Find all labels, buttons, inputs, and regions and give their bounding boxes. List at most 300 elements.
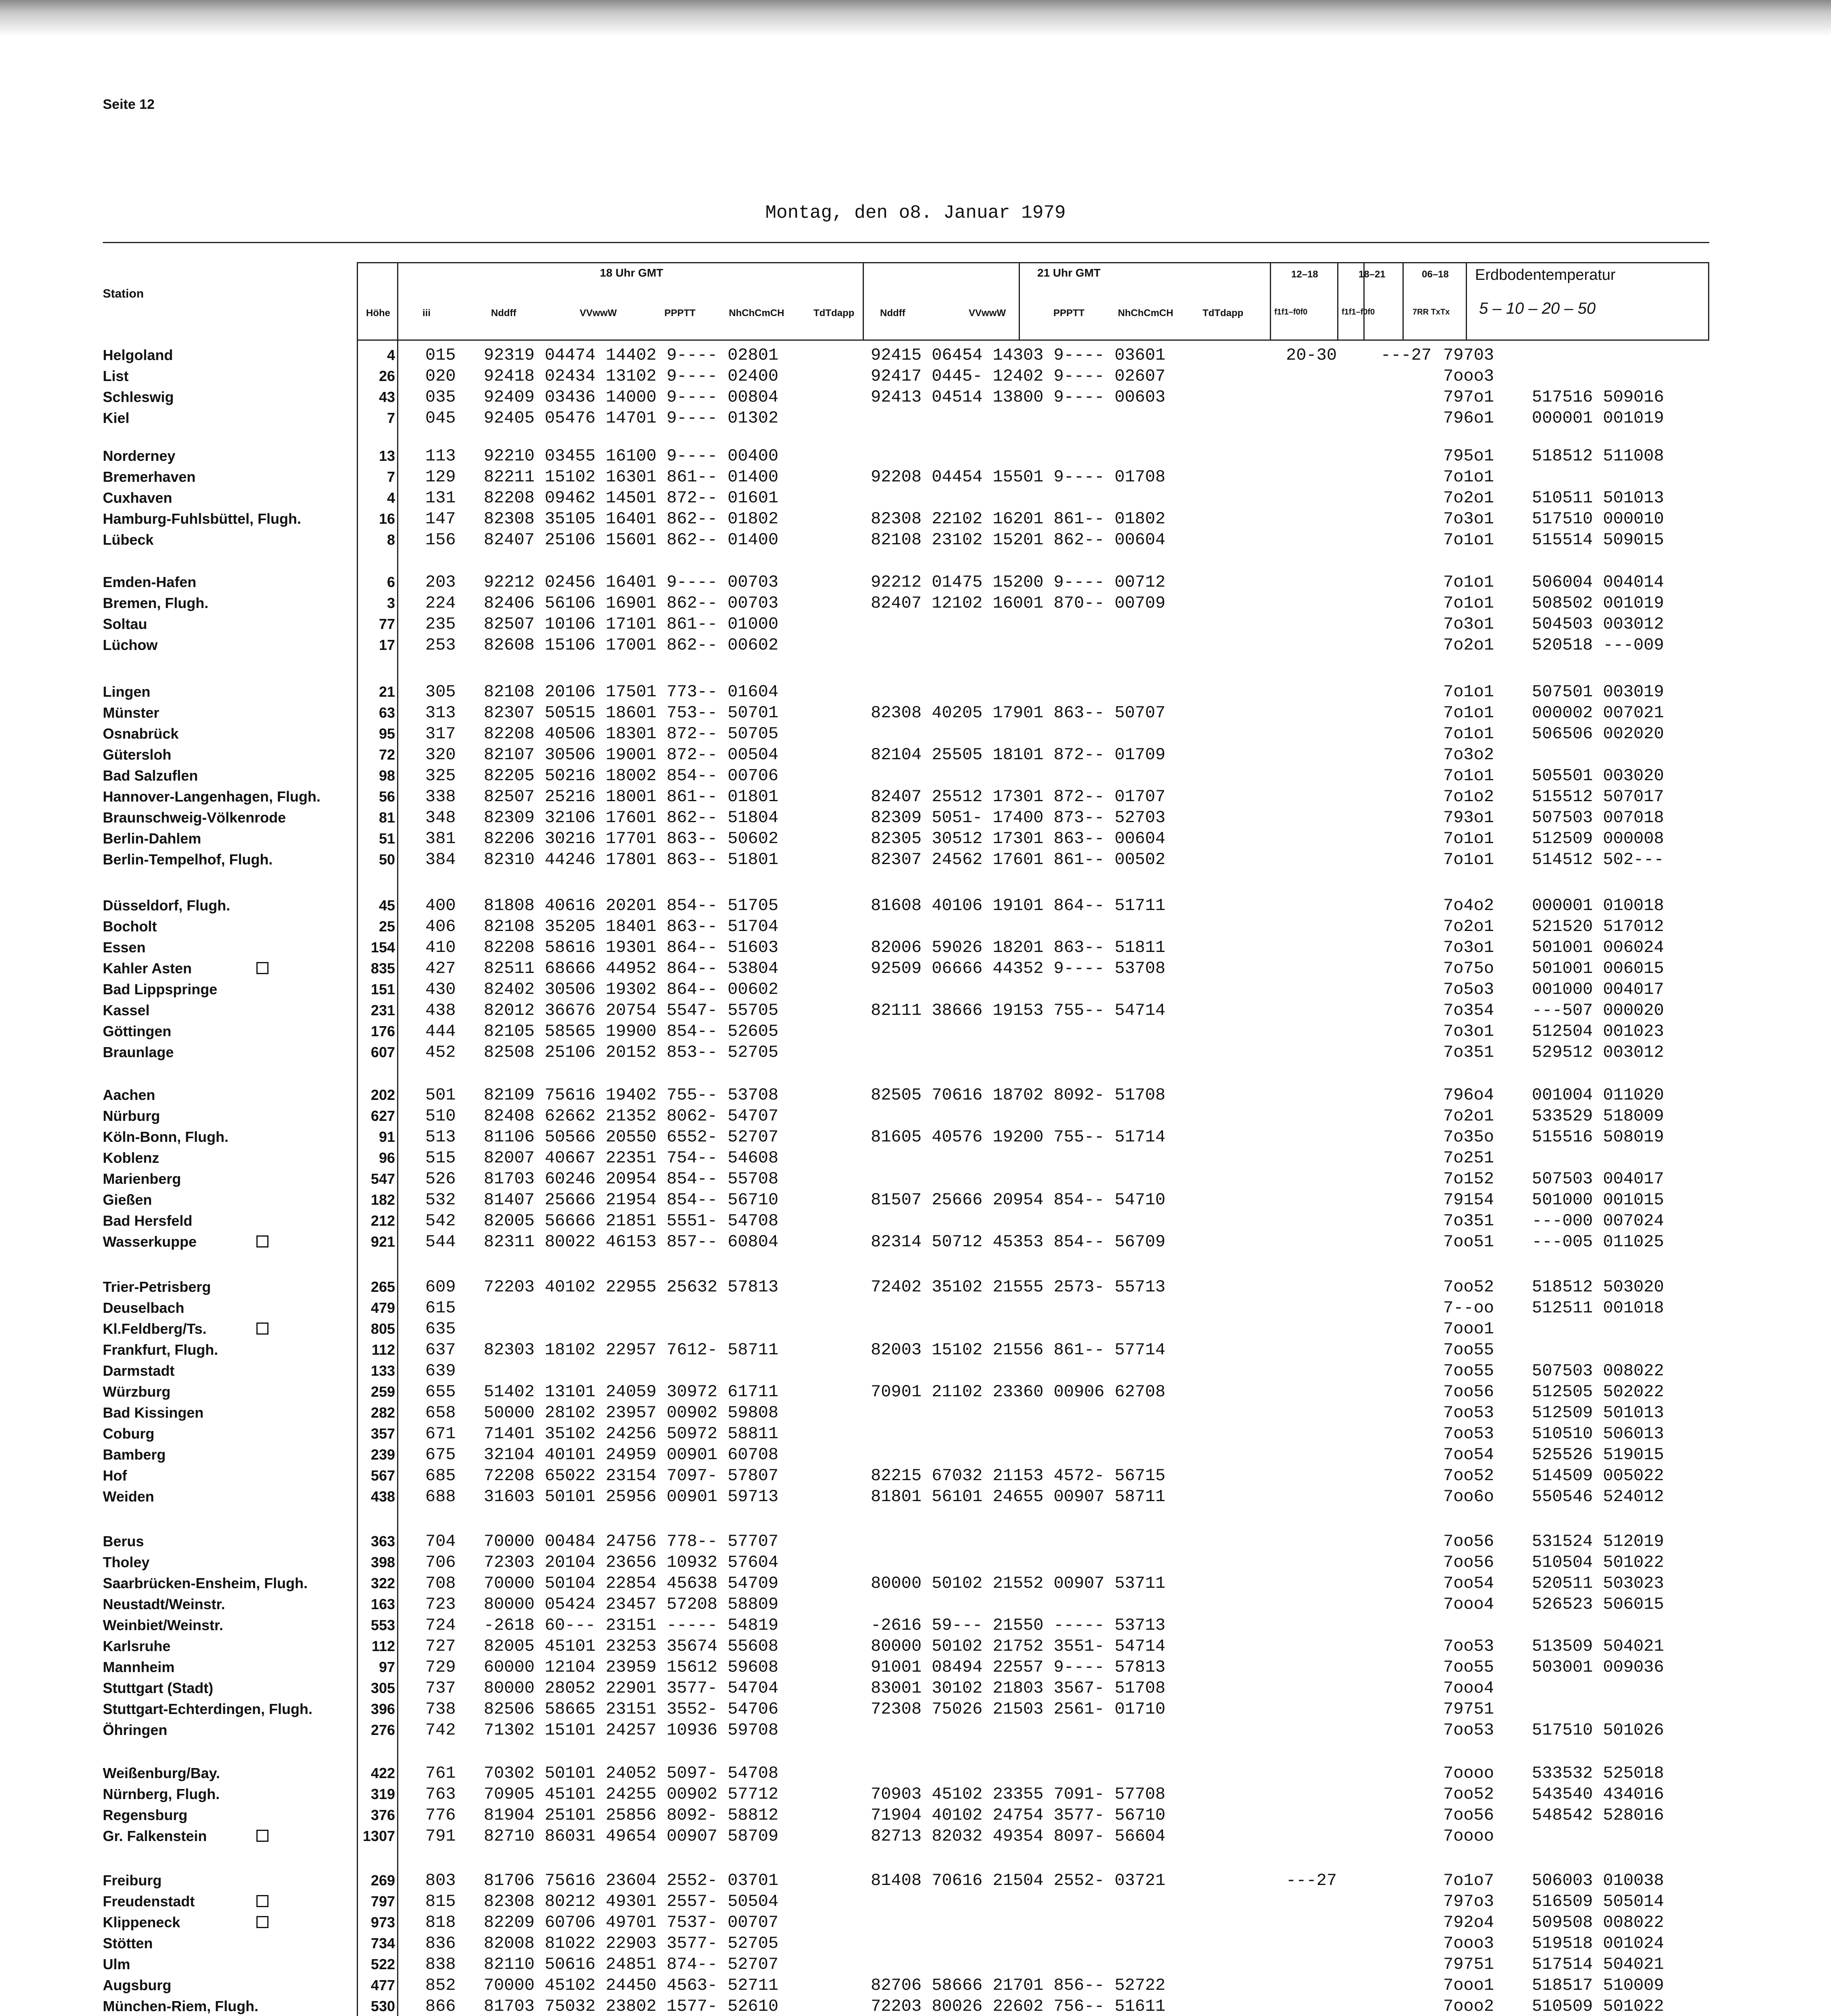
soil-temp: 001004 011020	[1532, 1085, 1664, 1105]
iii: 706	[425, 1553, 456, 1572]
obs-18: 81407 25666 21954 854-- 56710	[484, 1190, 778, 1210]
header-21-sub-1: VVwwW	[969, 308, 1006, 319]
header-col-a-label: 12–18	[1291, 269, 1318, 280]
station-height: 4	[387, 489, 395, 506]
obs-18: 82211 15102 16301 861-- 01400	[484, 467, 778, 487]
station-height: 16	[379, 510, 395, 527]
col-c: 7o1o1	[1443, 703, 1494, 723]
col-c: 7oo51	[1443, 1232, 1494, 1252]
table-row	[0, 1975, 1831, 1996]
iii: 532	[425, 1190, 456, 1210]
obs-21: 82308 40205 17901 863-- 50707	[871, 703, 1165, 723]
station-name: Freudenstadt	[103, 1893, 195, 1910]
soil-temp: 515512 507017	[1532, 787, 1664, 806]
station-height: 396	[370, 1701, 395, 1717]
col-c: 792o4	[1443, 1913, 1494, 1932]
station-height: 4	[387, 347, 395, 363]
obs-18: 81808 40616 20201 854-- 51705	[484, 896, 778, 915]
station-height: 398	[370, 1554, 395, 1570]
soil-temp: 510510 506013	[1532, 1424, 1664, 1443]
station-height: 95	[379, 725, 395, 742]
station-name: Tholey	[103, 1554, 150, 1570]
table-row	[0, 786, 1831, 807]
station-height: 212	[370, 1212, 395, 1229]
station-height: 239	[370, 1446, 395, 1463]
col-c: 7ooo4	[1443, 1679, 1494, 1698]
station-name: Mannheim	[103, 1659, 175, 1675]
header-iii: iii	[422, 308, 431, 319]
col-c: 7oo55	[1443, 1658, 1494, 1677]
obs-18: 81703 75032 23802 1577- 52610	[484, 1997, 778, 2016]
iii: 852	[425, 1976, 456, 1995]
col-c: 7o1o1	[1443, 829, 1494, 848]
station-height: 6	[387, 574, 395, 590]
table-row	[0, 937, 1831, 958]
scan-edge	[0, 0, 1831, 36]
station-height: 7	[387, 410, 395, 426]
obs-21: 70901 21102 23360 00906 62708	[871, 1382, 1165, 1402]
iii: 671	[425, 1424, 456, 1443]
soil-temp: 506004 004014	[1532, 573, 1664, 592]
station-name: List	[103, 368, 129, 384]
col-c: 7o5o3	[1443, 980, 1494, 999]
iii: 320	[425, 745, 456, 764]
soil-temp: ---005 011025	[1532, 1232, 1664, 1252]
soil-temp: 543540 434016	[1532, 1785, 1664, 1804]
soil-temp: 529512 003012	[1532, 1043, 1664, 1062]
col-c: 7o1o1	[1443, 594, 1494, 613]
table-row	[0, 387, 1831, 408]
col-c: 7ooo3	[1443, 1934, 1494, 1953]
header-col-b	[1337, 262, 1404, 341]
table-row	[0, 1297, 1831, 1318]
station-height: 269	[370, 1872, 395, 1889]
iii: 688	[425, 1487, 456, 1506]
station-name: Lübeck	[103, 531, 154, 548]
station-height: 607	[370, 1044, 395, 1060]
soil-temp: 501001 006024	[1532, 938, 1664, 957]
obs-18: 81106 50566 20550 6552- 52707	[484, 1127, 778, 1147]
station-height: 734	[370, 1935, 395, 1951]
table-row	[0, 1381, 1831, 1402]
station-height: 17	[379, 637, 395, 653]
table-row	[0, 345, 1831, 366]
obs-18: 82608 15106 17001 862-- 00602	[484, 635, 778, 655]
col-c: 7o2o1	[1443, 635, 1494, 655]
soil-temp: 512509 000008	[1532, 829, 1664, 848]
col-c: 7o75o	[1443, 959, 1494, 978]
soil-temp: 533529 518009	[1532, 1106, 1664, 1126]
col-a: 20-30	[1286, 346, 1337, 365]
soil-temp: 518512 511008	[1532, 446, 1664, 466]
iii: 708	[425, 1574, 456, 1593]
iii: 542	[425, 1211, 456, 1231]
soil-temp: 525526 519015	[1532, 1445, 1664, 1464]
header-col-a-sub: f1f1–f0f0	[1274, 308, 1308, 317]
header-col-c-label: 06–18	[1422, 269, 1449, 280]
header-21-uhr: 21 Uhr GMT	[1037, 267, 1101, 279]
iii: 129	[425, 467, 456, 487]
col-c: 7oooo	[1443, 1764, 1494, 1783]
station-name: Stuttgart-Echterdingen, Flugh.	[103, 1701, 312, 1717]
header-18-sub-4: TdTdapp	[814, 308, 855, 319]
square-icon	[256, 1916, 268, 1928]
station-name: Karlsruhe	[103, 1638, 171, 1654]
station-name: Köln-Bonn, Flugh.	[103, 1129, 229, 1145]
station-name: Bad Salzuflen	[103, 767, 198, 784]
col-c: 7o2o1	[1443, 1106, 1494, 1126]
col-c: 7oo53	[1443, 1403, 1494, 1422]
soil-temp: 531524 512019	[1532, 1532, 1664, 1551]
col-c: 7oo56	[1443, 1532, 1494, 1551]
station-height: 26	[379, 368, 395, 384]
obs-21: 72203 80026 22602 756-- 51611	[871, 1997, 1165, 2016]
col-c: 7o3o1	[1443, 509, 1494, 529]
col-c: 79703	[1443, 346, 1494, 365]
iii: 544	[425, 1232, 456, 1252]
iii: 253	[425, 635, 456, 655]
obs-18: 50000 28102 23957 00902 59808	[484, 1403, 778, 1422]
station-height: 202	[370, 1087, 395, 1103]
obs-18: 82308 80212 49301 2557- 50504	[484, 1892, 778, 1911]
obs-18: 82005 45101 23253 35674 55608	[484, 1637, 778, 1656]
station-height: 422	[370, 1765, 395, 1781]
station-name: Darmstadt	[103, 1362, 175, 1379]
iii: 224	[425, 594, 456, 613]
obs-18: 82005 56666 21851 5551- 54708	[484, 1211, 778, 1231]
table-row	[0, 572, 1831, 593]
title-rule	[103, 242, 1709, 243]
obs-21: 82713 82032 49354 8097- 56604	[871, 1826, 1165, 1846]
station-height: 112	[371, 1638, 395, 1654]
table-row	[0, 1000, 1831, 1021]
soil-temp: 510509 501022	[1532, 1997, 1664, 2016]
obs-18: 31603 50101 25956 00901 59713	[484, 1487, 778, 1506]
station-name: Braunlage	[103, 1044, 174, 1060]
square-icon	[256, 1235, 268, 1248]
table-row	[0, 1423, 1831, 1444]
table-row	[0, 1189, 1831, 1210]
iii: 526	[425, 1169, 456, 1189]
iii: 658	[425, 1403, 456, 1422]
col-c: 7o1o1	[1443, 467, 1494, 487]
soil-temp: 548542 528016	[1532, 1806, 1664, 1825]
station-name: Soltau	[103, 616, 148, 632]
obs-18: 82710 86031 49654 00907 58709	[484, 1826, 778, 1846]
col-c: 7oo55	[1443, 1361, 1494, 1381]
soil-temp: 508502 001019	[1532, 594, 1664, 613]
obs-21: 70903 45102 23355 7091- 57708	[871, 1785, 1165, 1804]
col-c: 793o1	[1443, 808, 1494, 827]
obs-21: 81408 70616 21504 2552- 03721	[871, 1871, 1165, 1890]
obs-21: 92415 06454 14303 9---- 03601	[871, 346, 1165, 365]
station-name: Marienberg	[103, 1170, 181, 1187]
station-height: 7	[387, 469, 395, 485]
obs-18: 82310 44246 17801 863-- 51801	[484, 850, 778, 869]
station-name: Essen	[103, 939, 146, 956]
iii: 615	[425, 1298, 456, 1318]
station-height: 479	[370, 1300, 395, 1316]
iii: 452	[425, 1043, 456, 1062]
table-row	[0, 1106, 1831, 1127]
iii: 235	[425, 614, 456, 634]
station-name: Berus	[103, 1533, 144, 1549]
station-name: Aachen	[103, 1087, 156, 1103]
obs-21: 92509 06666 44352 9---- 53708	[871, 959, 1165, 978]
station-name: Kl.Feldberg/Ts.	[103, 1320, 207, 1337]
iii: 803	[425, 1871, 456, 1890]
obs-21: 81608 40106 19101 864-- 51711	[871, 896, 1165, 915]
station-name: Braunschweig-Völkenrode	[103, 809, 286, 826]
obs-18: 71401 35102 24256 50972 58811	[484, 1424, 778, 1443]
col-c: 7o3o2	[1443, 745, 1494, 764]
obs-18: 92409 03436 14000 9---- 00804	[484, 387, 778, 407]
header-18-sub-2: PPPTT	[664, 308, 696, 319]
iii: 742	[425, 1720, 456, 1740]
col-c: 7o351	[1443, 1211, 1494, 1231]
header-18-uhr: 18 Uhr GMT	[600, 267, 664, 279]
table-row	[0, 828, 1831, 849]
col-c: 7o152	[1443, 1169, 1494, 1189]
table-row	[0, 1486, 1831, 1507]
soil-temp: 514512 502---	[1532, 850, 1664, 869]
station-height: 112	[371, 1341, 395, 1358]
obs-18: 70000 45102 24450 4563- 52711	[484, 1976, 778, 1995]
col-c: 7o1o7	[1443, 1871, 1494, 1890]
obs-18: 32104 40101 24959 00901 60708	[484, 1445, 778, 1464]
soil-temp: 515514 509015	[1532, 530, 1664, 550]
iii: 113	[425, 446, 456, 466]
obs-18: 82206 30216 17701 863-- 50602	[484, 829, 778, 848]
soil-temp: 517510 000010	[1532, 509, 1664, 529]
station-height: 182	[370, 1191, 395, 1208]
iii: 866	[425, 1997, 456, 2016]
table-row	[0, 1339, 1831, 1360]
obs-21: 81801 56101 24655 00907 58711	[871, 1487, 1165, 1506]
station-height: 72	[379, 746, 395, 763]
iii: 156	[425, 530, 456, 550]
obs-21: 82108 23102 15201 862-- 00604	[871, 530, 1165, 550]
station-name: Regensburg	[103, 1807, 188, 1823]
station-height: 627	[370, 1108, 395, 1124]
station-height: 805	[370, 1320, 395, 1337]
obs-18: 82109 75616 19402 755-- 53708	[484, 1085, 778, 1105]
station-name: Weiden	[103, 1488, 154, 1505]
col-c: 7o251	[1443, 1148, 1494, 1168]
station-height: 305	[370, 1680, 395, 1696]
soil-temp: 512505 502022	[1532, 1382, 1664, 1402]
station-name: Frankfurt, Flugh.	[103, 1341, 218, 1358]
header-18-sub-3: NhChCmCH	[729, 308, 784, 319]
obs-18: 82208 58616 19301 864-- 51603	[484, 938, 778, 957]
station-height: 45	[379, 897, 395, 914]
iii: 763	[425, 1785, 456, 1804]
soil-temp: 507503 008022	[1532, 1361, 1664, 1381]
obs-21: 80000 50102 21552 00907 53711	[871, 1574, 1165, 1593]
square-icon	[256, 962, 268, 974]
obs-21: 92417 0445- 12402 9---- 02607	[871, 367, 1165, 386]
iii: 427	[425, 959, 456, 978]
station-height: 231	[370, 1002, 395, 1018]
col-c: 7oo52	[1443, 1277, 1494, 1297]
station-name: Wasserkuppe	[103, 1233, 197, 1250]
station-height: 133	[370, 1362, 395, 1379]
station-name: Cuxhaven	[103, 489, 173, 506]
col-b: ---27	[1381, 346, 1432, 365]
table-row	[0, 1954, 1831, 1975]
station-height: 25	[379, 918, 395, 935]
iii: 635	[425, 1319, 456, 1339]
table-row	[0, 1933, 1831, 1954]
obs-21: 81507 25666 20954 854-- 54710	[871, 1190, 1165, 1210]
table-row	[0, 1763, 1831, 1784]
header-col-b-sub: f1f1–f0f0	[1342, 308, 1375, 317]
table-row	[0, 1042, 1831, 1063]
iii: 035	[425, 387, 456, 407]
obs-18: 82402 30506 19302 864-- 00602	[484, 980, 778, 999]
obs-18: 82108 35205 18401 863-- 51704	[484, 917, 778, 936]
obs-18: 92210 03455 16100 9---- 00400	[484, 446, 778, 466]
col-c: 7--oo	[1443, 1298, 1494, 1318]
iii: 384	[425, 850, 456, 869]
table-row	[0, 681, 1831, 702]
table-row	[0, 1168, 1831, 1189]
iii: 501	[425, 1085, 456, 1105]
obs-18: 60000 12104 23959 15612 59608	[484, 1658, 778, 1677]
soil-temp: 520511 503023	[1532, 1574, 1664, 1593]
table-row	[0, 366, 1831, 387]
station-height: 98	[379, 767, 395, 784]
station-height: 13	[379, 448, 395, 464]
obs-21: 72308 75026 21503 2561- 01710	[871, 1699, 1165, 1719]
station-name: Berlin-Tempelhof, Flugh.	[103, 851, 273, 868]
header-col-d-label: Erdbodentemperatur	[1475, 267, 1616, 283]
obs-21: 91001 08494 22557 9---- 57813	[871, 1658, 1165, 1677]
iii: 406	[425, 917, 456, 936]
station-name: Gütersloh	[103, 746, 172, 763]
iii: 818	[425, 1913, 456, 1932]
header-col-c-sub: 7RR TxTx	[1413, 308, 1450, 317]
obs-21: 82215 67032 21153 4572- 56715	[871, 1466, 1165, 1485]
station-name: Kahler Asten	[103, 960, 192, 977]
station-name: Berlin-Dahlem	[103, 830, 202, 847]
station-height: 176	[370, 1023, 395, 1039]
header-21-sub-2: PPPTT	[1053, 308, 1085, 319]
obs-18: -2618 60--- 23151 ----- 54819	[484, 1616, 778, 1635]
station-name: Nürburg	[103, 1108, 160, 1124]
col-c: 7o1o1	[1443, 530, 1494, 550]
soil-temp: 550546 524012	[1532, 1487, 1664, 1506]
station-height: 81	[379, 809, 395, 826]
station-height: 282	[370, 1404, 395, 1421]
header-col-b-label: 18–21	[1359, 269, 1386, 280]
soil-temp: 533532 525018	[1532, 1764, 1664, 1783]
square-icon	[256, 1830, 268, 1842]
header-18-sub-0: Nddff	[491, 308, 516, 319]
table-row	[0, 1996, 1831, 2016]
col-c: 797o3	[1443, 1892, 1494, 1911]
table-row	[0, 1805, 1831, 1826]
station-name: Kiel	[103, 410, 130, 426]
obs-21: 92208 04454 15501 9---- 01708	[871, 467, 1165, 487]
obs-18: 82008 81022 22903 3577- 52705	[484, 1934, 778, 1953]
station-name: Neustadt/Weinstr.	[103, 1596, 225, 1612]
col-c: 7o1o1	[1443, 724, 1494, 744]
station-height: 322	[370, 1575, 395, 1591]
obs-21: 80000 50102 21752 3551- 54714	[871, 1637, 1165, 1656]
header-col-d	[1466, 262, 1709, 341]
iii: 325	[425, 766, 456, 785]
table-row	[0, 1891, 1831, 1912]
header-col-a	[1270, 262, 1338, 341]
station-name: Weißenburg/Bay.	[103, 1765, 220, 1781]
station-height: 51	[379, 830, 395, 847]
station-height: 91	[379, 1129, 395, 1145]
soil-temp: 507503 004017	[1532, 1169, 1664, 1189]
table-row	[0, 1784, 1831, 1805]
soil-temp: 000001 010018	[1532, 896, 1664, 915]
station-name: Stuttgart (Stadt)	[103, 1680, 213, 1696]
iii: 836	[425, 1934, 456, 1953]
soil-temp: 526523 506015	[1532, 1595, 1664, 1614]
station-height: 477	[370, 1977, 395, 1993]
station-name: Hannover-Langenhagen, Flugh.	[103, 788, 321, 805]
obs-18: 82506 58665 23151 3552- 54706	[484, 1699, 778, 1719]
obs-21: 92212 01475 15200 9---- 00712	[871, 573, 1165, 592]
obs-18: 82309 32106 17601 862-- 51804	[484, 808, 778, 827]
station-name: Gr. Falkenstein	[103, 1828, 207, 1844]
iii: 704	[425, 1532, 456, 1551]
obs-18: 80000 28052 22901 3577- 54704	[484, 1679, 778, 1698]
col-c: 7o3o1	[1443, 938, 1494, 957]
soil-temp: ---000 007024	[1532, 1211, 1664, 1231]
col-c: 7o2o1	[1443, 488, 1494, 508]
soil-temp: 506003 010038	[1532, 1871, 1664, 1890]
table-row	[0, 765, 1831, 786]
iii: 510	[425, 1106, 456, 1126]
iii: 131	[425, 488, 456, 508]
station-name: Freiburg	[103, 1872, 162, 1889]
iii: 305	[425, 682, 456, 702]
obs-18: 82303 18102 22957 7612- 58711	[484, 1340, 778, 1360]
soil-temp: 512511 001018	[1532, 1298, 1664, 1318]
iii: 147	[425, 509, 456, 529]
table-row	[0, 807, 1831, 828]
col-c: 796o4	[1443, 1085, 1494, 1105]
obs-18: 82507 25216 18001 861-- 01801	[484, 787, 778, 806]
station-height: 163	[370, 1596, 395, 1612]
station-height: 43	[379, 389, 395, 405]
station-name: Göttingen	[103, 1023, 171, 1039]
obs-21: 82407 12102 16001 870-- 00709	[871, 594, 1165, 613]
soil-temp: 516509 505014	[1532, 1892, 1664, 1911]
col-c: 7oo52	[1443, 1466, 1494, 1485]
col-c: 7o2o1	[1443, 917, 1494, 936]
table-row	[0, 593, 1831, 614]
station-name: Gießen	[103, 1191, 152, 1208]
col-c: 7o1o2	[1443, 787, 1494, 806]
col-c: 79154	[1443, 1190, 1494, 1210]
table-row	[0, 1465, 1831, 1486]
soil-temp: 000002 007021	[1532, 703, 1664, 723]
station-name: Klippeneck	[103, 1914, 181, 1931]
obs-18: 82110 50616 24851 874-- 52707	[484, 1955, 778, 1974]
obs-21: 82308 22102 16201 861-- 01802	[871, 509, 1165, 529]
table-row	[0, 1912, 1831, 1933]
iii: 045	[425, 408, 456, 428]
soil-temp: 518512 503020	[1532, 1277, 1664, 1297]
col-a: ---27	[1286, 1871, 1337, 1890]
